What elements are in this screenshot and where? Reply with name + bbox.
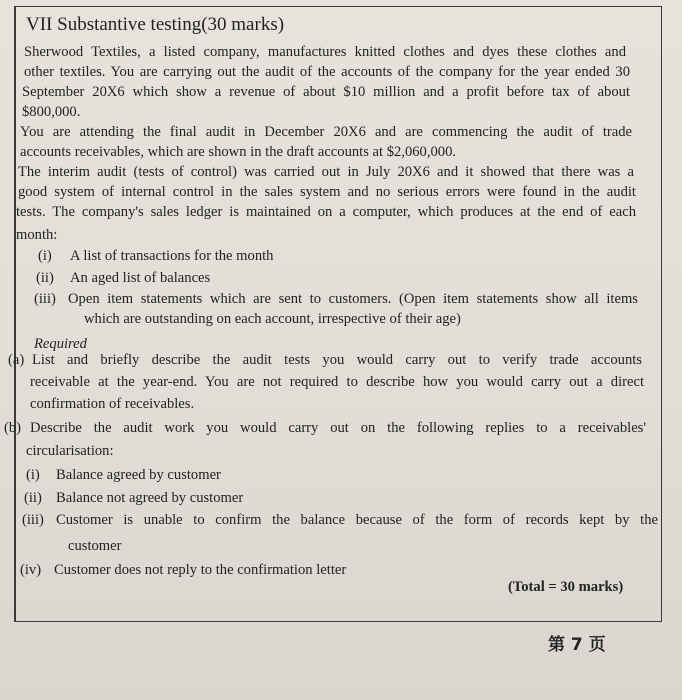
question-title: VII Substantive testing(30 marks) <box>26 14 285 35</box>
list-item-number: (i) <box>26 467 40 483</box>
list-item: An aged list of balances <box>70 270 211 286</box>
list-item-continuation: which are outstanding on each account, irrespective of their age) <box>84 311 461 327</box>
scenario-line: accounts receivables, which are shown in the draft accounts at $2,060,000. <box>20 144 457 160</box>
scenario-line: The interim audit (tests of control) was carried out in July 20X6 and it showed that there was a <box>18 164 634 180</box>
page-number: 第 7 页 <box>548 635 606 655</box>
required-label: Required <box>34 336 87 352</box>
part-b-label: (b) <box>4 420 22 436</box>
list-item-number: (i) <box>38 248 52 264</box>
part-a-label: (a) <box>8 352 25 368</box>
list-item: Customer does not reply to the confirmation letter <box>54 562 347 578</box>
part-b-line: Describe the audit work you would carry out on the following replies to a receivables' <box>30 420 646 436</box>
list-item: Customer is unable to confirm the balance because of the form of records kept by the <box>56 512 658 528</box>
scenario-line: tests. The company's sales ledger is maintained on a computer, which produces at the end of each <box>16 204 636 220</box>
scenario-line: good system of internal control in the sales system and no serious errors were found in the audit <box>18 184 636 200</box>
part-a-line: List and briefly describe the audit tests you would carry out to verify trade accounts <box>32 352 642 368</box>
scenario-line: other textiles. You are carrying out the audit of the accounts of the company for the year ended 30 <box>24 64 630 80</box>
list-item-number: (iii) <box>34 291 56 307</box>
scenario-line: You are attending the final audit in December 20X6 and are commencing the audit of trade <box>20 124 632 140</box>
scenario-line: $800,000. <box>22 104 81 120</box>
list-item: Balance not agreed by customer <box>56 490 244 506</box>
scenario-line: September 20X6 which show a revenue of about $10 million and a profit before tax of about <box>22 84 630 100</box>
part-a-line: confirmation of receivables. <box>30 396 195 412</box>
list-item-number: (iv) <box>20 562 42 578</box>
list-item-number: (iii) <box>22 512 44 528</box>
list-item: A list of transactions for the month <box>70 248 274 264</box>
scenario-line: month: <box>16 227 58 243</box>
part-b-line: circularisation: <box>26 443 114 459</box>
list-item: Open item statements which are sent to customers. (Open item statements show all items <box>68 291 638 307</box>
list-item-continuation: customer <box>68 538 122 554</box>
part-a-line: receivable at the year-end. You are not required to describe how you would carry out a direct <box>30 374 644 390</box>
list-item-number: (ii) <box>24 490 42 506</box>
total-marks: (Total = 30 marks) <box>508 579 624 595</box>
list-item-number: (ii) <box>36 270 54 286</box>
list-item: Balance agreed by customer <box>56 467 221 483</box>
scenario-line: Sherwood Textiles, a listed company, manufactures knitted clothes and dyes these clothes and <box>24 44 626 60</box>
